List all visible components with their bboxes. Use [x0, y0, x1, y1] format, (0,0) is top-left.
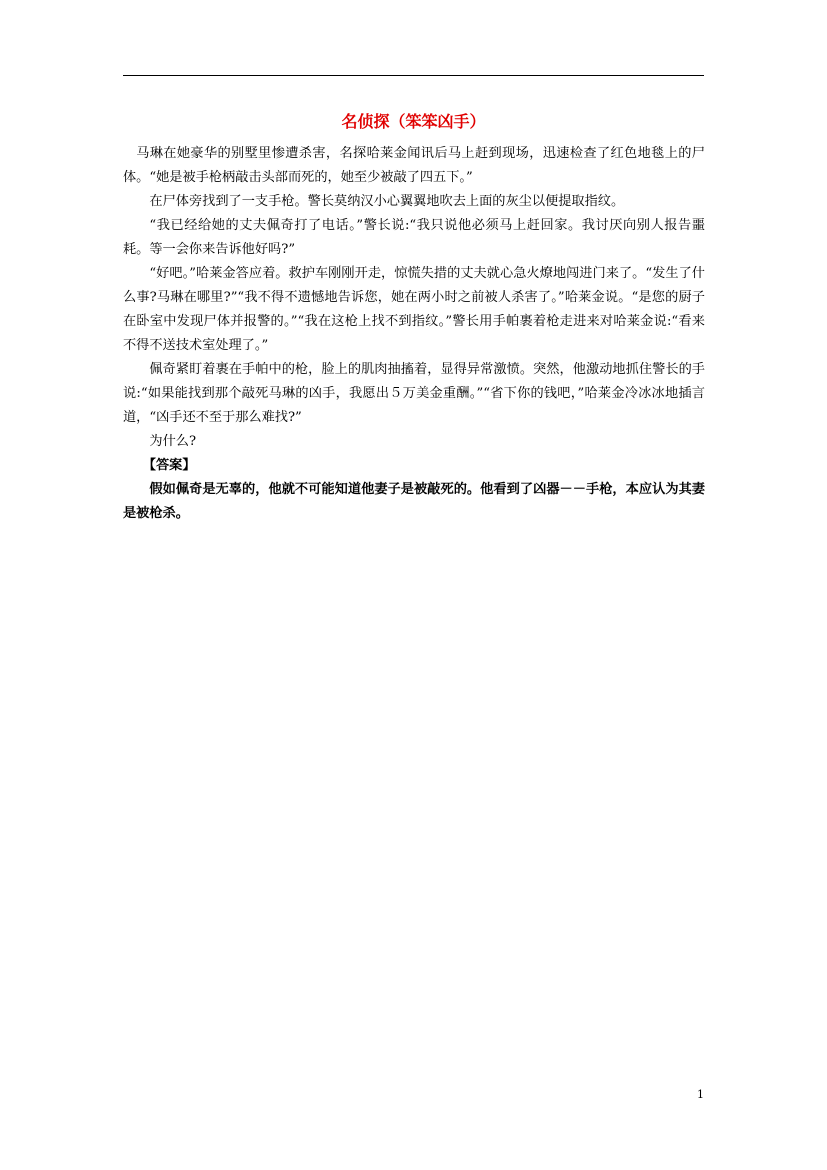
question-line: 为什么? [149, 434, 197, 449]
paragraph-5: 佩奇紧盯着裹在手帕中的枪，脸上的肌肉抽搐着，显得异常激愤。突然，他激动地抓住警长的手说:“如果能找到那个敲死马琳的凶手，我愿出５万美金重酬。”“省下你的钱吧，”哈莱金冷冰冰地插言道，“凶手还不至于那么难找?” [123, 362, 705, 425]
answer-label: 【答案】 [142, 458, 196, 473]
paragraph-2: 在尸体旁找到了一支手枪。警长莫纳汉小心翼翼地吹去上面的灰尘以便提取指纹。 [149, 194, 625, 209]
paragraph-3: “我已经给她的丈夫佩奇打了电话。”警长说:“我只说他必须马上赶回家。我讨厌向别人报告噩耗。等一会你来告诉他好吗?” [123, 218, 705, 257]
header-rule [123, 75, 704, 76]
document-title: 名侦探（笨笨凶手） [341, 112, 486, 131]
paragraph-4: “好吧。”哈莱金答应着。救护车刚刚开走，惊慌失措的丈夫就心急火燎地闯进门来了。“发生了什么事?马琳在哪里?”“我不得不遗憾地告诉您，她在两小时之前被人杀害了。”哈莱金说。“是您的厨子在卧室中发现尸体并报警的。”“我在这枪上找不到指纹。”警长用手帕裹着枪走进来对哈莱金说:“看来不得不送技术室处理了。” [123, 266, 705, 353]
page-number: 1 [697, 1088, 704, 1101]
paragraph-1: 马琳在她豪华的别墅里惨遭杀害，名探哈莱金闻讯后马上赶到现场，迅速检查了红色地毯上的尸体。“她是被手枪柄敲击头部而死的，她至少被敲了四五下。” [123, 146, 705, 185]
document-body [123, 142, 705, 526]
answer-text: 假如佩奇是无辜的，他就不可能知道他妻子是被敲死的。他看到了凶器－－手枪，本应认为其妻是被枪杀。 [123, 482, 705, 521]
